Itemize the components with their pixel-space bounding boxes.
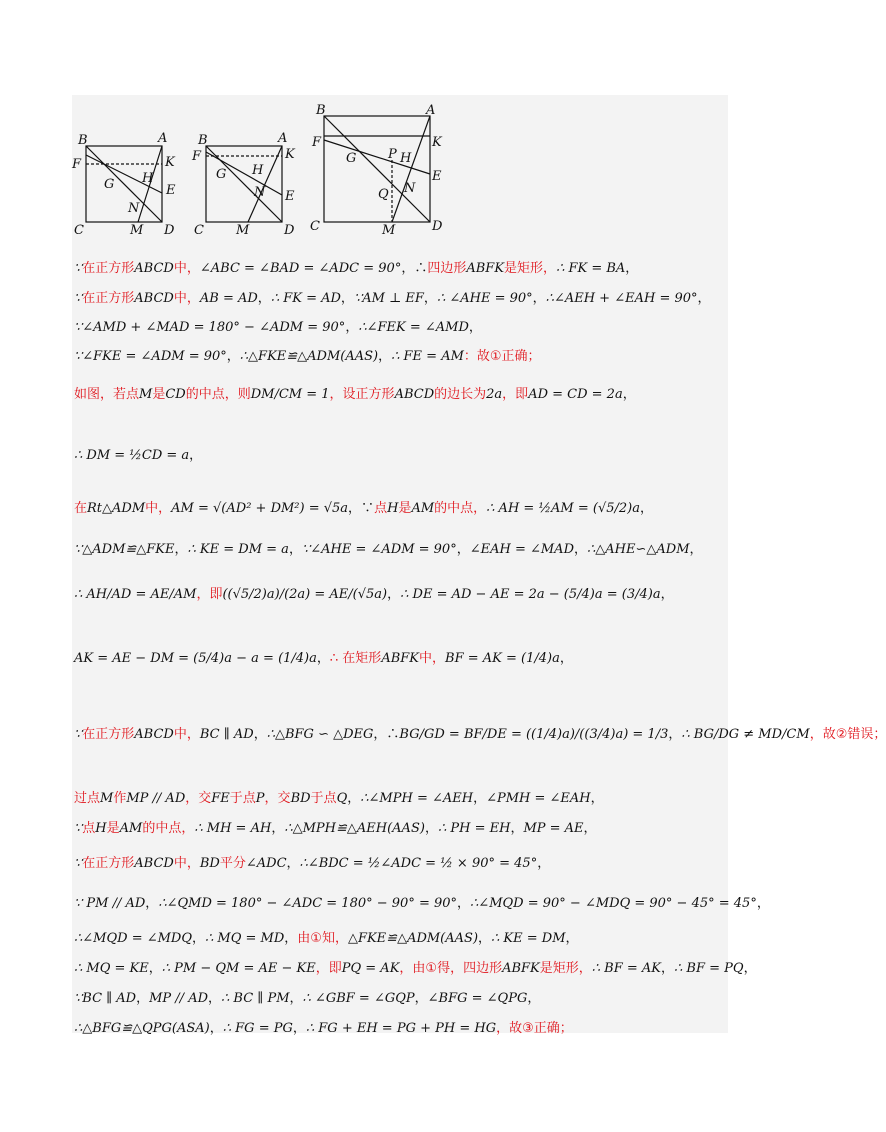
explanation-text: ，由①得，四边形 xyxy=(399,961,503,976)
math-expression: ， xyxy=(192,931,206,946)
solution-line xyxy=(74,386,636,404)
math-expression: BG/GD = BF/DE = ((1/4)a)/((3/4)a) = 1/3 xyxy=(399,727,669,742)
explanation-text: ，设正方形 xyxy=(329,387,395,402)
solution-line xyxy=(74,319,482,337)
solution-line xyxy=(74,348,541,366)
explanation-text: 中， xyxy=(173,856,200,871)
point-label: K xyxy=(285,147,295,162)
explanation-text: 平分 xyxy=(219,856,246,871)
math-expression: ∴△BFG ∽ △DEG xyxy=(266,727,374,742)
math-expression: ， xyxy=(345,320,359,335)
math-expression: ∴ BF = PQ xyxy=(674,961,744,976)
math-expression: ， xyxy=(289,991,303,1006)
point-label: N xyxy=(254,185,266,200)
solution-line xyxy=(74,260,638,278)
point-label: Q xyxy=(378,187,389,202)
explanation-text: ，故②错误； xyxy=(809,727,886,742)
solution-line xyxy=(74,650,573,668)
math-expression: ， xyxy=(743,961,757,976)
math-expression: ， xyxy=(456,542,470,557)
point-label: E xyxy=(166,183,176,198)
explanation-text: 点 xyxy=(82,821,96,836)
math-expression: M xyxy=(100,791,114,806)
math-expression: ∴ AH = ½AM = (√5/2)a xyxy=(486,501,640,516)
math-expression: ， xyxy=(457,896,471,911)
math-expression: ∴ PH = EH xyxy=(437,821,511,836)
math-expression: MP // AD xyxy=(126,791,186,806)
math-expression: ， xyxy=(378,349,392,364)
point-label: M xyxy=(130,223,144,238)
math-expression: ∴∠MQD = 90° − ∠MDQ = 90° − 45° = 45° xyxy=(470,896,757,911)
math-expression: ， xyxy=(189,448,203,463)
solution-line xyxy=(74,990,540,1008)
point-label: C xyxy=(194,223,204,238)
point-label: H xyxy=(400,151,412,166)
math-expression: ((√5/2)a)/(2a) = AE/(√5a) xyxy=(222,587,388,602)
math-expression: ∴ AH/AD = AE/AM xyxy=(74,587,197,602)
math-expression: ∴ FK = AD xyxy=(270,291,341,306)
math-expression: ∴ ∠GBF = ∠GQP xyxy=(302,991,415,1006)
math-expression: ， xyxy=(527,991,541,1006)
math-expression: ABFK xyxy=(466,261,505,276)
math-expression: MP // AD xyxy=(149,991,209,1006)
solution-line xyxy=(74,290,711,308)
math-expression: ， xyxy=(271,821,285,836)
explanation-text: 的中点，则 xyxy=(185,387,251,402)
math-expression: ，∴ xyxy=(373,727,400,742)
explanation-text: 是矩形， xyxy=(504,261,557,276)
point-label: N xyxy=(128,201,140,216)
math-expression: AK = AE − DM = (5/4)a − a = (1/4)a xyxy=(74,651,317,666)
math-expression: ， xyxy=(532,291,546,306)
math-expression: ∴ BG/DG ≠ MD/CM xyxy=(681,727,810,742)
math-expression: ， xyxy=(288,542,302,557)
math-expression: ∵∠AHE = ∠ADM = 90° xyxy=(301,542,457,557)
math-expression: ， xyxy=(208,991,222,1006)
explanation-text: 是 xyxy=(152,387,166,402)
figure-3-labels xyxy=(310,103,443,238)
math-expression: ， xyxy=(590,791,604,806)
point-label: B xyxy=(78,133,88,148)
point-label: B xyxy=(198,133,208,148)
math-expression: BF = AK = (1/4)a xyxy=(445,651,560,666)
math-expression: ∵ xyxy=(74,291,83,306)
explanation-text: ，故③正确； xyxy=(496,1021,573,1036)
math-expression: ， xyxy=(668,727,682,742)
solution-line xyxy=(74,855,550,873)
math-expression: ， xyxy=(257,291,271,306)
point-label: H xyxy=(252,163,264,178)
math-expression: ∴△BFG≌△QPG(ASA) xyxy=(74,1021,210,1036)
math-expression: ， xyxy=(145,896,159,911)
explanation-text: 在正方形 xyxy=(82,727,135,742)
solution-line xyxy=(74,447,202,465)
math-expression: ， xyxy=(574,542,588,557)
solution-line xyxy=(74,930,579,948)
math-expression: ∴ MQ = KE xyxy=(74,961,149,976)
math-expression: MP = AE xyxy=(523,821,584,836)
point-label: G xyxy=(104,177,115,192)
math-expression: ， xyxy=(510,821,524,836)
math-expression: ∴ KE = DM xyxy=(491,931,566,946)
math-expression: ， xyxy=(347,791,361,806)
explanation-text: 是矩形， xyxy=(539,961,592,976)
math-expression: M xyxy=(139,387,153,402)
math-expression: △FKE≌△ADM(AAS) xyxy=(347,931,479,946)
math-expression: ∴ KE = DM = a xyxy=(187,542,289,557)
explanation-text: ，即 xyxy=(196,587,223,602)
point-label: D xyxy=(164,223,175,238)
explanation-text: 在 xyxy=(74,501,88,516)
explanation-text: 在正方形 xyxy=(82,261,135,276)
math-expression: ∴ FG + EH = PG + PH = HG xyxy=(305,1021,497,1036)
math-expression: ， xyxy=(660,587,674,602)
math-expression: ∴ FG = PG xyxy=(222,1021,293,1036)
math-expression: ∴∠MQD = ∠MDQ xyxy=(74,931,192,946)
math-expression: ∵ xyxy=(74,821,83,836)
math-expression: ∵∠AMD + ∠MAD = 180° − ∠ADM = 90° xyxy=(74,320,346,335)
explanation-text: 中， xyxy=(173,727,200,742)
solution-line xyxy=(74,1020,573,1038)
math-expression: ∴△AHE∽△ADM xyxy=(587,542,690,557)
math-expression: ， xyxy=(174,542,188,557)
math-expression: ∴ MQ = MD xyxy=(205,931,285,946)
math-expression: ， xyxy=(565,931,579,946)
math-expression: P xyxy=(255,791,265,806)
point-label: N xyxy=(404,181,416,196)
math-expression: ， xyxy=(340,291,354,306)
math-expression: ，∵ xyxy=(348,501,375,516)
math-expression: ， xyxy=(209,1021,223,1036)
math-expression: ， xyxy=(286,856,300,871)
math-expression: ∠PMH = ∠EAH xyxy=(486,791,591,806)
math-expression: ABFK xyxy=(502,961,540,976)
solution-line xyxy=(74,500,653,518)
math-expression: ， xyxy=(316,651,330,666)
math-expression: ， xyxy=(292,1021,306,1036)
math-expression: ∠EAH = ∠MAD xyxy=(469,542,574,557)
point-label: M xyxy=(382,223,396,238)
explanation-text: ∴ 在矩形 xyxy=(329,651,382,666)
math-expression: ∴ BF = AK xyxy=(591,961,662,976)
math-expression: ， xyxy=(559,651,573,666)
point-label: C xyxy=(74,223,84,238)
explanation-text: ，即 xyxy=(502,387,529,402)
math-expression: ∠ADC xyxy=(245,856,287,871)
math-expression: ∴ PM − QM = AE − KE xyxy=(161,961,316,976)
explanation-text: 点 xyxy=(374,501,388,516)
math-expression: AM = √(AD² + DM²) = √5a xyxy=(171,501,349,516)
point-label: F xyxy=(72,157,82,172)
math-expression: ABCD xyxy=(134,856,174,871)
point-label: E xyxy=(285,189,295,204)
math-expression: ∠BFG = ∠QPG xyxy=(427,991,528,1006)
solution-line xyxy=(74,541,703,559)
math-expression: ∴ ∠AHE = 90° xyxy=(436,291,533,306)
math-expression: DM/CM = 1 xyxy=(250,387,330,402)
point-label: C xyxy=(310,219,320,234)
math-expression: ， xyxy=(226,349,240,364)
math-expression: AM xyxy=(119,821,143,836)
point-label: M xyxy=(236,223,250,238)
solution-line xyxy=(74,790,604,808)
math-expression: ， xyxy=(689,542,703,557)
point-label: G xyxy=(216,167,227,182)
math-expression: ∴ FE = AM xyxy=(391,349,464,364)
point-label: K xyxy=(432,135,442,150)
math-expression: ∵ xyxy=(74,856,83,871)
math-expression: ∵ PM // AD xyxy=(74,896,146,911)
explanation-text: 中， xyxy=(145,501,172,516)
math-expression: ， xyxy=(625,261,639,276)
explanation-text: 的中点， xyxy=(142,821,195,836)
solution-line xyxy=(74,726,886,744)
explanation-text: 过点 xyxy=(74,791,101,806)
math-expression: ABCD xyxy=(394,387,435,402)
math-expression: BD xyxy=(290,791,311,806)
math-expression: ， xyxy=(473,791,487,806)
math-expression: ∵BC ∥ AD xyxy=(74,991,137,1006)
point-label: P xyxy=(388,147,397,162)
math-expression: Q xyxy=(336,791,348,806)
math-expression: AD = CD = 2a xyxy=(528,387,623,402)
explanation-text: ，交 xyxy=(264,791,291,806)
point-label: A xyxy=(158,131,168,146)
math-expression: FE xyxy=(211,791,230,806)
math-expression: H xyxy=(387,501,399,516)
figure-3 xyxy=(324,116,430,222)
math-expression: ABCD xyxy=(134,727,174,742)
math-expression: ， xyxy=(423,291,437,306)
math-expression: ， xyxy=(537,856,551,871)
math-expression: ∴∠AEH + ∠EAH = 90° xyxy=(545,291,698,306)
explanation-text: 四边形 xyxy=(427,261,467,276)
math-expression: ∴△MPH≌△AEH(AAS) xyxy=(284,821,425,836)
point-label: A xyxy=(278,131,288,146)
point-label: F xyxy=(312,135,322,150)
solution-line xyxy=(74,895,770,913)
point-label: A xyxy=(426,103,436,118)
math-expression: ∴ FK = BA xyxy=(556,261,626,276)
math-expression: ， xyxy=(697,291,711,306)
math-expression: ， xyxy=(756,896,770,911)
explanation-text: 由①知， xyxy=(297,931,348,946)
figure-2 xyxy=(206,146,282,222)
explanation-text: ，即 xyxy=(315,961,342,976)
math-expression: ∵ xyxy=(74,727,83,742)
math-expression: BC ∥ AD xyxy=(199,727,254,742)
math-expression: ∴△FKE≌△ADM(AAS) xyxy=(239,349,379,364)
figures-svg xyxy=(72,100,472,238)
math-expression: ∵ xyxy=(74,261,83,276)
solution-line xyxy=(74,960,757,978)
math-expression: ∵△ADM≌△FKE xyxy=(74,542,175,557)
math-expression: Rt△ADM xyxy=(87,501,146,516)
point-label: B xyxy=(316,103,326,118)
math-expression: AB = AD xyxy=(199,291,258,306)
math-expression: ∴∠MPH = ∠AEH xyxy=(360,791,474,806)
math-expression: ， xyxy=(478,931,492,946)
math-expression: 2a xyxy=(486,387,503,402)
explanation-text: 中， xyxy=(173,291,200,306)
math-expression: CD xyxy=(165,387,186,402)
explanation-text: 作 xyxy=(113,791,127,806)
explanation-text: 中， xyxy=(419,651,446,666)
math-expression: ∴∠FEK = ∠AMD xyxy=(358,320,469,335)
math-expression: BD xyxy=(199,856,220,871)
explanation-text: 是 xyxy=(398,501,412,516)
math-expression: ， xyxy=(583,821,597,836)
point-label: D xyxy=(284,223,295,238)
solution-line xyxy=(74,586,674,604)
math-expression: ∴∠BDC = ½∠ADC = ½ × 90° = 45° xyxy=(299,856,538,871)
math-expression: ∵∠FKE = ∠ADM = 90° xyxy=(74,349,227,364)
math-expression: ， xyxy=(640,501,654,516)
math-expression: ，∴ xyxy=(401,261,428,276)
math-expression: ABCD xyxy=(134,291,174,306)
math-expression: ， xyxy=(148,961,162,976)
math-expression: ， xyxy=(414,991,428,1006)
geometry-figures xyxy=(72,100,472,238)
point-label: F xyxy=(192,149,202,164)
explanation-text: 于点 xyxy=(229,791,256,806)
math-expression: AM xyxy=(411,501,435,516)
explanation-text: 是 xyxy=(106,821,120,836)
math-expression: ， xyxy=(622,387,636,402)
math-expression: PQ = AK xyxy=(341,961,400,976)
math-expression: ∴ DM = ½CD = a xyxy=(74,448,190,463)
explanation-text: ：故①正确； xyxy=(463,349,541,364)
math-expression: ， xyxy=(284,931,298,946)
point-label: D xyxy=(432,219,443,234)
solution-line xyxy=(74,820,597,838)
math-expression: ∴ BC ∥ PM xyxy=(221,991,290,1006)
point-label: E xyxy=(432,169,442,184)
math-expression: ∵AM ⊥ EF xyxy=(353,291,424,306)
math-expression: ∠ABC = ∠BAD = ∠ADC = 90° xyxy=(199,261,402,276)
math-expression: ∴ DE = AD − AE = 2a − (5/4)a = (3/4)a xyxy=(400,587,661,602)
explanation-text: ，交 xyxy=(185,791,212,806)
math-expression: ， xyxy=(136,991,150,1006)
explanation-text: 的中点， xyxy=(434,501,487,516)
explanation-text: 于点 xyxy=(310,791,337,806)
math-expression: ∴∠QMD = 180° − ∠ADC = 180° − 90° = 90° xyxy=(158,896,458,911)
explanation-text: 在正方形 xyxy=(82,291,135,306)
point-label: H xyxy=(142,171,154,186)
explanation-text: 如图，若点 xyxy=(74,387,140,402)
math-expression: ， xyxy=(253,727,267,742)
math-expression: ， xyxy=(468,320,482,335)
math-expression: ， xyxy=(424,821,438,836)
math-expression: ABFK xyxy=(381,651,419,666)
explanation-text: 中， xyxy=(173,261,200,276)
point-label: K xyxy=(165,155,175,170)
math-expression: ABCD xyxy=(134,261,174,276)
math-expression: H xyxy=(95,821,107,836)
explanation-text: 在正方形 xyxy=(82,856,135,871)
math-expression: ， xyxy=(661,961,675,976)
point-label: G xyxy=(346,151,357,166)
math-expression: ∴ MH = AH xyxy=(194,821,272,836)
math-expression: ， xyxy=(387,587,401,602)
explanation-text: 的边长为 xyxy=(434,387,487,402)
